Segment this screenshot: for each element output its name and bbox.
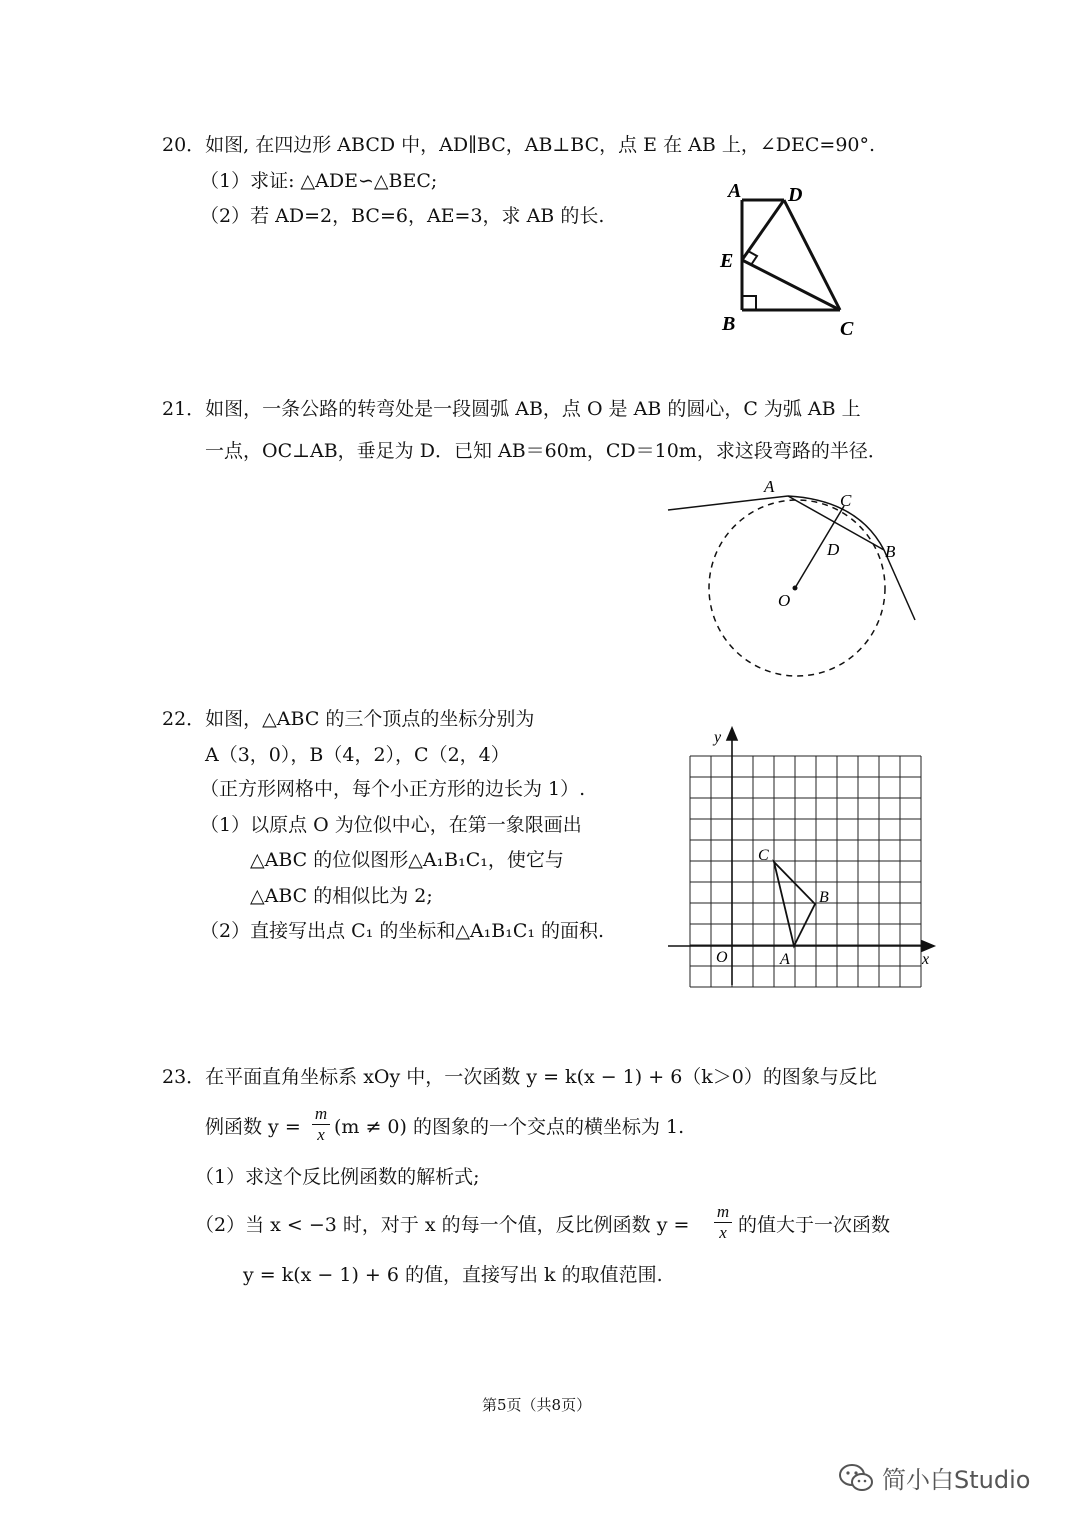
q22-part1-b: △ABC 的位似图形△A₁B₁C₁，使它与 [250,849,564,871]
page-footer: 第5页（共8页） [482,1396,592,1414]
q22-label-origin: O [716,949,728,966]
q22-label-c: C [758,847,769,864]
q23-fraction-2-num: m [714,1202,732,1223]
q23-fraction-1-num: m [312,1104,330,1125]
q22-part2: （2）直接写出点 C₁ 的坐标和△A₁B₁C₁ 的面积. [200,920,605,942]
q21-label-b: B [885,542,896,561]
q22-coordinate-grid [660,720,940,995]
q22-part1-c: △ABC 的相似比为 2; [250,885,433,907]
watermark [838,1460,1030,1495]
q20-part1: （1）求证: △ADE∽△BEC; [200,170,438,192]
q22-label-b: B [819,889,829,906]
q23-fraction-2-den: x [719,1223,727,1242]
q23-stem-line2-start: 例函数 y = [205,1116,301,1138]
q21-label-a: A [764,477,775,496]
q21-label-o: O [778,591,791,610]
q20-stem: 20．如图, 在四边形 ABCD 中，AD∥BC，AB⊥BC，点 E 在 AB 上，∠DEC=90°. [162,134,876,156]
q20-label-e: E [720,250,734,272]
q22-label-y: y [714,729,722,746]
wechat-icon [838,1463,874,1493]
q22-stem-line3: （正方形网格中，每个小正方形的边长为 1）. [200,778,586,800]
q21-road [668,496,915,620]
watermark-text: 简小白Studio [882,1466,1031,1494]
q23-part2-end: y = k(x − 1) + 6 的值，直接写出 k 的取值范围. [243,1264,663,1286]
q21-label-c: C [840,491,852,510]
q23-fraction-1-den: x [317,1125,325,1144]
q20-label-d: D [788,184,803,206]
q23-fraction-2 [714,1202,732,1243]
q20-part2: （2）若 AD=2，BC=6，AE=3，求 AB 的长. [200,205,605,227]
q21-figure [660,470,930,690]
q21-stem-line2: 一点，OC⊥AB，垂足为 D．已知 AB＝60m，CD＝10m，求这段弯路的半径． [205,440,887,462]
q23-stem-line1: 23．在平面直角坐标系 xOy 中，一次函数 y = k(x − 1) + 6（k＞0）的图象与反比 [162,1066,877,1088]
q20-label-a: A [728,180,742,202]
q22-axes [668,728,934,985]
q22-stem-line2: A（3，0），B（4，2），C（2，4） [205,744,510,766]
q21-label-d: D [827,540,840,559]
q23-stem-line2-end: (m ≠ 0) 的图象的一个交点的横坐标为 1. [334,1116,685,1138]
q22-label-x: x [922,951,930,968]
q23-fraction-1 [312,1104,330,1145]
q23-part1: （1）求这个反比例函数的解析式; [195,1166,480,1188]
q22-stem-line1: 22．如图，△ABC 的三个顶点的坐标分别为 [162,708,535,730]
q20-figure [700,170,880,350]
q21-stem-line1: 21．如图，一条公路的转弯处是一段圆弧 AB，点 O 是 AB 的圆心，C 为弧 AB 上 [162,398,861,420]
q22-part1-a: （1）以原点 O 为位似中心，在第一象限画出 [200,814,582,836]
q22-label-a: A [780,951,790,968]
q21-center-dot [793,586,798,591]
q20-label-b: B [722,313,736,335]
q23-part2-mid: 的值大于一次函数 [738,1214,891,1236]
q20-label-c: C [840,318,854,340]
q23-part2-start: （2）当 x < −3 时，对于 x 的每一个值，反比例函数 y = [195,1214,690,1236]
